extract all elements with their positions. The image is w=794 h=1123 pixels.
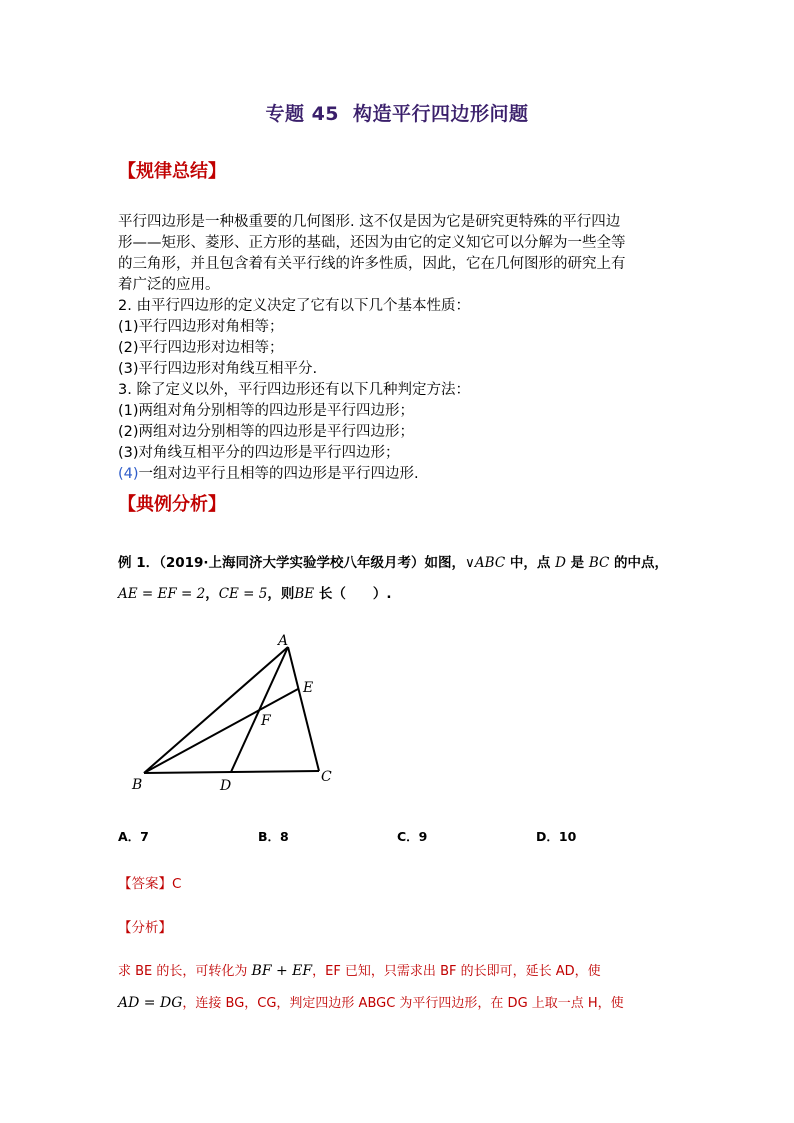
criteria-4-number: (4) bbox=[118, 466, 139, 482]
analysis-line-1 bbox=[118, 960, 601, 979]
criteria-4-text: 一组对边平行且相等的四边形是平行四边形. bbox=[138, 466, 419, 482]
point-d: D bbox=[555, 555, 566, 571]
example-1-question-line2 bbox=[118, 582, 392, 602]
segment-bc: BC bbox=[588, 555, 610, 571]
title-topic-name: 构造平行四边形问题 bbox=[353, 103, 529, 125]
label-d: D bbox=[220, 778, 232, 794]
answer-label: 【答案】 bbox=[118, 876, 172, 892]
segment-be bbox=[144, 689, 298, 773]
label-b: B bbox=[132, 777, 143, 793]
label-f: F bbox=[261, 713, 271, 729]
title-topic-number: 专题 45 bbox=[265, 103, 340, 125]
intro-line: 形——矩形、菱形、正方形的基础，还因为由它的定义知它可以分解为一些全等 bbox=[118, 235, 626, 251]
text-fragment: 长（ ）. bbox=[314, 586, 392, 602]
text-fragment: ，连接 BG，CG，判定四边形 ABGC 为平行四边形，在 DG 上取一点 H，使 bbox=[182, 996, 624, 1011]
intro-line: 的三角形，并且包含着有关平行线的许多性质，因此，它在几何图形的研究上有 bbox=[118, 256, 626, 272]
text-fragment: ，EF 已知，只需求出 BF 的长即可，延长 AD，使 bbox=[312, 964, 601, 979]
summary-body bbox=[118, 212, 678, 485]
examples-heading: 【典例分析】 bbox=[118, 494, 226, 515]
triangle-figure bbox=[110, 625, 350, 800]
equation-ad-dg: AD = DG bbox=[118, 995, 183, 1011]
analysis-label: 【分析】 bbox=[118, 920, 172, 936]
example-label: 例 1． bbox=[118, 555, 160, 571]
criteria-heading: 3. 除了定义以外，平行四边形还有以下几种判定方法： bbox=[118, 382, 470, 398]
intro-line: 平行四边形是一种极重要的几何图形. 这不仅是因为它是研究更特殊的平行四边 bbox=[118, 214, 621, 230]
page-title bbox=[0, 99, 794, 126]
triangle-abc: ∨ABC bbox=[465, 555, 506, 571]
properties-heading: 2. 由平行四边形的定义决定了它有以下几个基本性质： bbox=[118, 298, 470, 314]
text-fragment: 是 bbox=[565, 555, 589, 571]
property-item: (3)平行四边形对角线互相平分. bbox=[118, 361, 318, 377]
segment-be: BE bbox=[294, 586, 315, 602]
criteria-item: (3)对角线互相平分的四边形是平行四边形； bbox=[118, 445, 400, 461]
label-c: C bbox=[321, 769, 332, 785]
segment-ac bbox=[288, 647, 319, 771]
option-c: C．9 bbox=[397, 829, 428, 844]
criteria-item: (2)两组对边分别相等的四边形是平行四边形； bbox=[118, 424, 415, 440]
label-e: E bbox=[303, 680, 314, 696]
intro-line: 着广泛的应用。 bbox=[118, 277, 220, 293]
option-b: B．8 bbox=[258, 829, 289, 844]
property-item: (1)平行四边形对角相等； bbox=[118, 319, 284, 335]
answer-value: C bbox=[172, 876, 182, 892]
answer bbox=[118, 872, 181, 892]
text-fragment: ，则 bbox=[267, 586, 295, 602]
example-1-question-line1 bbox=[118, 551, 668, 571]
text-fragment: 中，点 bbox=[505, 555, 556, 571]
criteria-item: (1)两组对角分别相等的四边形是平行四边形； bbox=[118, 403, 415, 419]
equation-ae-ef: AE = EF = 2 bbox=[118, 586, 206, 602]
equation-ce: CE = 5 bbox=[218, 586, 268, 602]
option-d: D．10 bbox=[536, 829, 577, 844]
criteria-item bbox=[118, 464, 678, 485]
text-fragment: 求 BE 的长，可转化为 bbox=[118, 964, 252, 979]
text-fragment: ， bbox=[205, 586, 219, 602]
analysis-line-2 bbox=[118, 992, 624, 1011]
label-a: A bbox=[278, 633, 289, 649]
expression-bf-ef: BF + EF bbox=[251, 963, 313, 979]
summary-heading: 【规律总结】 bbox=[118, 161, 226, 182]
property-item: (2)平行四边形对边相等； bbox=[118, 340, 284, 356]
option-a: A．7 bbox=[118, 829, 149, 844]
example-source: （2019·上海同济大学实验学校八年级月考）如图， bbox=[159, 555, 466, 571]
segment-ab bbox=[144, 647, 288, 773]
text-fragment: 的中点， bbox=[609, 555, 669, 571]
